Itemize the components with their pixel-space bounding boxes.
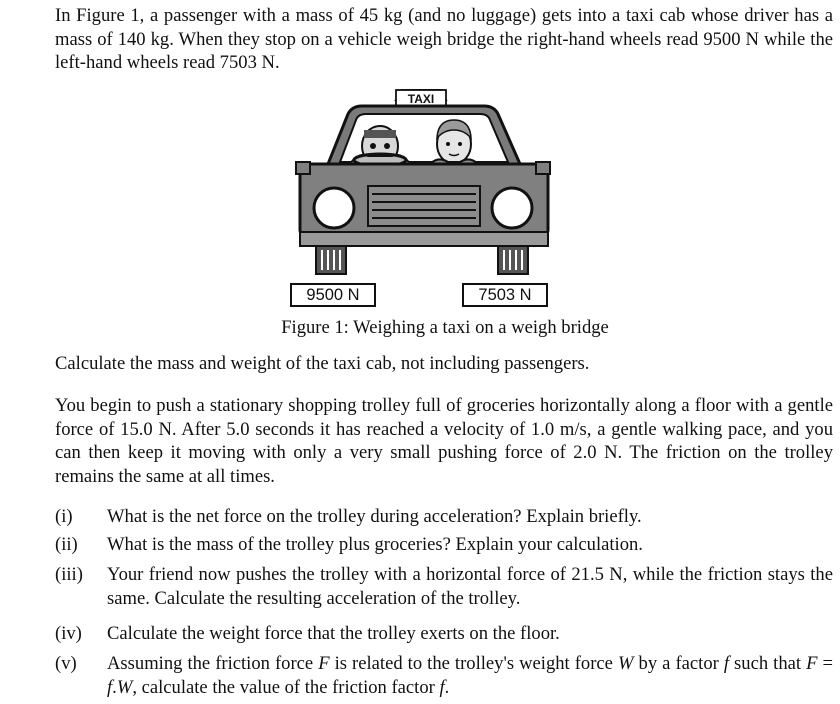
right-tyre (498, 246, 528, 274)
question-i (55, 505, 833, 529)
question-number: (i) (55, 506, 73, 527)
question-text: What is the net force on the trolley during acceleration? Explain briefly. (107, 506, 642, 527)
question-text: Assuming the friction force F is related to the trolley's weight force W by a factor f such that F = f.W, calculate the value of the friction factor f. (107, 653, 833, 698)
question-v (55, 652, 833, 699)
figure-caption: Figure 1: Weighing a taxi on a weigh bridge (281, 317, 609, 338)
question-text: Your friend now pushes the trolley with a horizontal force of 21.5 N, while the friction stays the same. Calculate the resulting acceleration of the trolley. (107, 564, 833, 609)
question-text: Calculate the weight force that the trolley exerts on the floor. (107, 623, 560, 644)
left-weight-reading: 9500 N (290, 283, 376, 307)
question-iii (55, 563, 833, 610)
question-number: (ii) (55, 534, 78, 555)
taxi-figure (288, 86, 558, 312)
question-number: (iii) (55, 564, 83, 585)
taxi-sign (396, 90, 446, 106)
left-tyre (316, 246, 346, 274)
question-text: What is the mass of the trolley plus groceries? Explain your calculation. (107, 534, 643, 555)
trolley-paragraph: You begin to push a stationary shopping trolley full of groceries horizontally along a floor with a gentle force of 15.0 N. After 5.0 seconds it has reached a velocity of 1.0 m/s, a gentle walking pace, and you can then keep it moving with only a very small pushing force of 2.0 N. The friction on the trolley remains the same at all times. (55, 395, 833, 487)
question-ii (55, 533, 833, 557)
calc-prompt: Calculate the mass and weight of the taxi cab, not including passengers. (55, 353, 590, 374)
left-headlight (314, 188, 354, 228)
question-number: (iv) (55, 623, 82, 644)
right-headlight (492, 188, 532, 228)
taxi-body (296, 106, 550, 274)
taxi-sign-text: TAXI (407, 92, 435, 106)
right-weight-reading: 7503 N (462, 283, 548, 307)
intro-paragraph: In Figure 1, a passenger with a mass of 45 kg (and no luggage) gets into a taxi cab whose driver has a mass of 140 kg. When they stop on a vehicle weigh bridge the right-hand wheels read 9500 N while the left-hand wheels read 7503 N. (55, 5, 833, 73)
question-iv (55, 622, 833, 646)
question-number: (v) (55, 653, 77, 674)
